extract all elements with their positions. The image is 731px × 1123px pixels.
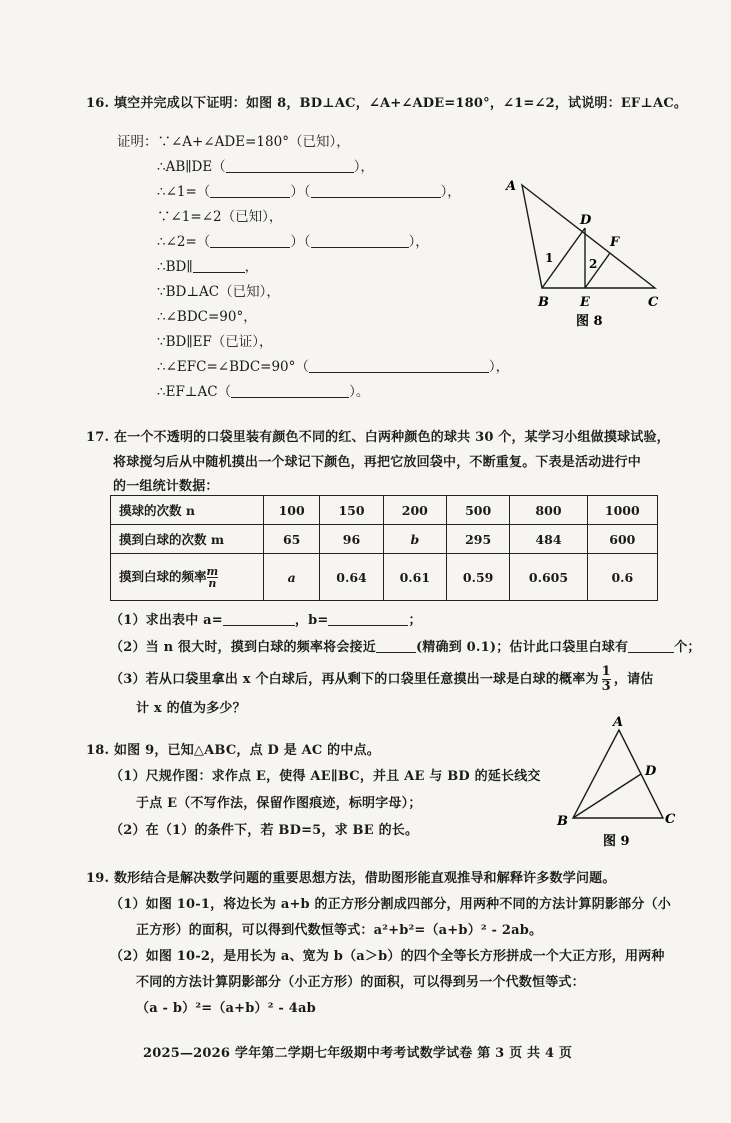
table-cell: 150 [320,496,383,525]
answer-blank[interactable] [231,383,349,398]
label-c: C [648,295,659,310]
table-cell: 0.6 [587,554,657,601]
q16-line-5: ∴∠2=（ ）（ ）， [157,234,429,250]
q19-title: 19. 数形结合是解决数学问题的重要思想方法，借助图形能直观推导和解释许多数学问题。 [86,871,616,886]
label-b: B [538,295,549,310]
q19-part-2-cont: 不同的方法计算阴影部分（小正方形）的面积，可以得到另一个代数恒等式： [136,975,585,990]
answer-blank[interactable] [223,611,295,626]
q16-line-6: ∴BD∥ ， [157,259,259,275]
q16-title: 16. 填空并完成以下证明：如图 8，BD⊥AC，∠A+∠ADE=180°，∠1=∠2，试说明：EF⊥AC。 [86,96,688,111]
answer-blank[interactable] [210,183,290,198]
q18-part-1: （1）尺规作图：求作点 E，使得 AE∥BC，并且 AE 与 BD 的延长线交 [110,769,541,784]
q16-line-7: ∵BD⊥AC（已知）， [157,284,280,300]
q16-line-2: ∴AB∥DE（ ）， [157,159,374,175]
answer-blank[interactable] [210,233,290,248]
figure-9 [553,713,683,851]
table-cell: 65 [264,525,320,554]
q16-line-1: 证明：∵∠A+∠ADE=180°（已知）， [117,134,350,150]
q16-line-9: ∵BD∥EF（已证）， [157,334,273,350]
answer-blank[interactable] [628,638,674,653]
label-a: A [613,715,624,730]
table-cell: 295 [446,525,509,554]
answer-blank[interactable] [376,638,416,653]
answer-blank[interactable] [311,233,409,248]
row-label: 摸到白球的次数 m [111,525,264,554]
answer-blank[interactable] [311,183,441,198]
table-cell: a [264,554,320,601]
segment-bd [573,774,641,818]
label-a: A [506,179,517,194]
figure-8-caption: 图 8 [576,314,603,329]
table-row [111,554,658,601]
figure-8 [500,170,670,330]
q16-line-10: ∴∠EFC=∠BDC=90°（ ）， [157,359,510,375]
row-label: 摸球的次数 n [111,496,264,525]
label-d: D [580,213,592,228]
table-row [111,525,658,554]
table-cell: 500 [446,496,509,525]
table-cell: 0.64 [320,554,383,601]
angle-1-label: 1 [545,251,554,265]
table-cell: 1000 [587,496,657,525]
q19-part-2: （2）如图 10-2，是用长为 a、宽为 b（a＞b）的四个全等长方形拼成一个大正方形，用两种 [110,949,665,964]
table-cell: 96 [320,525,383,554]
fraction-m-over-n: $\frac{m}{n}$ [206,564,219,590]
table-cell: 0.605 [510,554,587,601]
q16-line-8: ∴∠BDC=90°， [157,309,257,325]
q17-part-2: （2）当 n 很大时，摸到白球的频率将会接近 (精确到 0.1)；估计此口袋里白球有 个； [110,640,701,655]
table-cell: 100 [264,496,320,525]
table-cell: 200 [383,496,446,525]
table-cell: b [383,525,446,554]
q17-intro-3: 的一组统计数据： [113,479,219,494]
q16-line-4: ∵∠1=∠2（已知）， [157,209,283,225]
answer-blank[interactable] [193,258,245,273]
table-cell: 484 [510,525,587,554]
q17-intro-2: 将球搅匀后从中随机摸出一个球记下颜色，再把它放回袋中，不断重复。下表是活动进行中 [113,455,642,470]
answer-blank[interactable] [328,611,408,626]
table-cell: 0.61 [383,554,446,601]
q19-part-1: （1）如图 10-1，将边长为 a+b 的正方形分割成四部分，用两种不同的方法计算阴影部分（小 [110,897,671,912]
fraction-one-third: $\frac{1}{3}$ [601,664,611,694]
label-c: C [665,812,676,827]
table-cell: 0.59 [446,554,509,601]
q17-part-3: （3）若从口袋里拿出 x 个白球后，再从剩下的口袋里任意摸出一球是白球的概率为 $\frac{1}{3}$ ，请估 [110,664,654,694]
q18-part-2: （2）在（1）的条件下，若 BD=5，求 BE 的长。 [110,823,419,838]
table-row [111,496,658,525]
angle-2-label: 2 [589,257,598,271]
q16-line-11: ∴EF⊥AC（ ）。 [157,384,370,400]
q17-intro-1: 17. 在一个不透明的口袋里装有颜色不同的红、白两种颜色的球共 30 个，某学习小组做摸球试验， [86,430,670,445]
row-label: 摸到白球的频率 $\frac{m}{n}$ [111,554,264,601]
label-d: D [645,764,657,779]
label-e: E [580,295,590,310]
q16-line-3: ∴∠1=（ ）（ ）， [157,184,461,200]
figure-9-caption: 图 9 [603,834,630,849]
table-cell: 800 [510,496,587,525]
q17-part-3-cont: 计 x 的值为多少？ [136,701,246,716]
q18-part-1-cont: 于点 E（不写作法，保留作图痕迹，标明字母）； [136,796,422,811]
q17-part-1: （1）求出表中 a= ，b= ； [110,613,422,628]
q18-title: 18. 如图 9，已知△ABC，点 D 是 AC 的中点。 [86,743,380,758]
label-f: F [610,235,620,250]
q19-part-1-cont: 正方形）的面积，可以得到代数恒等式：a²+b²=（a+b）² - 2ab。 [136,923,543,938]
label-b: B [557,814,568,829]
triangle-abc [522,185,655,288]
stats-table [110,495,658,601]
q19-identity: （a - b）²=（a+b）² - 4ab [136,1001,316,1016]
answer-blank[interactable] [226,158,354,173]
table-cell: 600 [587,525,657,554]
answer-blank[interactable] [309,358,489,373]
page-footer: 2025—2026 学年第二学期七年级期中考考试数学试卷 第 3 页 共 4 页 [143,1046,573,1061]
